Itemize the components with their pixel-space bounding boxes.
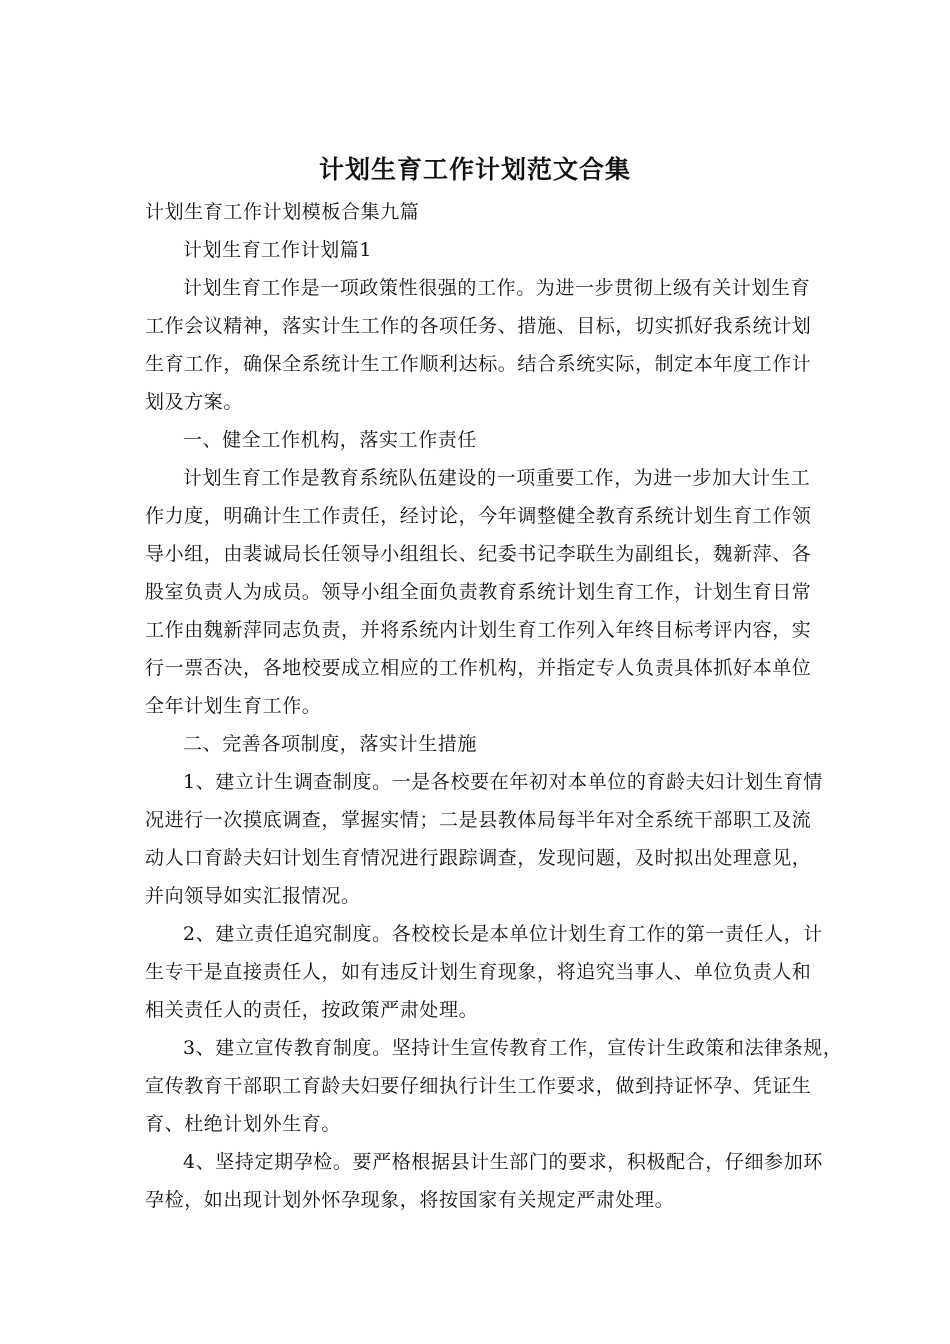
section-heading-1: 一、健全工作机构，落实工作责任 [183,429,478,451]
paragraph-line: 工作会议精神，落实计生工作的各项任务、措施、目标，切实抓好我系统计划 [145,315,812,337]
paragraph-line: 况进行一次摸底调查，掌握实情；二是县教体局每半年对全系统干部职工及流 [145,809,812,831]
paragraph-line: 作力度，明确计生工作责任，经讨论，今年调整健全教育系统计划生育工作领 [145,505,812,527]
paragraph-line: 2、建立责任追究制度。各校校长是本单位计划生育工作的第一责任人，计 [183,923,823,945]
paragraph-line: 宣传教育干部职工育龄夫妇要仔细执行计生工作要求，做到持证怀孕、凭证生 [145,1075,812,1097]
paragraph-line: 导小组，由裴诚局长任领导小组组长、纪委书记李联生为副组长，魏新萍、各 [145,543,812,565]
paragraph-line: 生专干是直接责任人，如有违反计划生育现象，将追究当事人、单位负责人和 [145,961,812,983]
paragraph-line: 3、建立宣传教育制度。坚持计生宣传教育工作，宣传计生政策和法律条规， [183,1037,843,1059]
paragraph-line: 4、坚持定期孕检。要严格根据县计生部门的要求，积极配合，仔细参加环 [183,1151,823,1173]
paragraph-line: 股室负责人为成员。领导小组全面负责教育系统计划生育工作，计划生育日常 [145,581,812,603]
paragraph-line: 孕检，如出现计划外怀孕现象，将按国家有关规定严肃处理。 [145,1189,675,1211]
paragraph-line: 育、杜绝计划外生育。 [145,1113,342,1135]
paragraph-line: 划及方案。 [145,391,244,413]
document-title: 计划生育工作计划范文合集 [318,155,631,184]
paragraph-line: 计划生育工作是一项政策性很强的工作。为进一步贯彻上级有关计划生育 [183,277,811,299]
paragraph-line: 并向领导如实汇报情况。 [145,885,361,907]
paragraph-line: 计划生育工作是教育系统队伍建设的一项重要工作，为进一步加大计生工 [183,467,811,489]
section-heading-2: 二、完善各项制度，落实计生措施 [183,733,478,755]
paragraph-line: 动人口育龄夫妇计划生育情况进行跟踪调查，发现问题，及时拟出处理意见， [145,847,812,869]
paragraph-line: 相关责任人的责任，按政策严肃处理。 [145,999,479,1021]
paragraph-line: 行一票否决，各地校要成立相应的工作机构，并指定专人负责具体抓好本单位 [145,657,812,679]
paragraph-line: 生育工作，确保全系统计生工作顺利达标。结合系统实际，制定本年度工作计 [145,353,812,375]
section-heading-part-1: 计划生育工作计划篇1 [183,239,373,261]
paragraph-line: 全年计划生育工作。 [145,695,322,717]
document-subtitle: 计划生育工作计划模板合集九篇 [145,201,420,223]
paragraph-line: 1、建立计生调查制度。一是各校要在年初对本单位的育龄夫妇计划生育情 [183,771,823,793]
paragraph-line: 工作由魏新萍同志负责，并将系统内计划生育工作列入年终目标考评内容，实 [145,619,812,641]
